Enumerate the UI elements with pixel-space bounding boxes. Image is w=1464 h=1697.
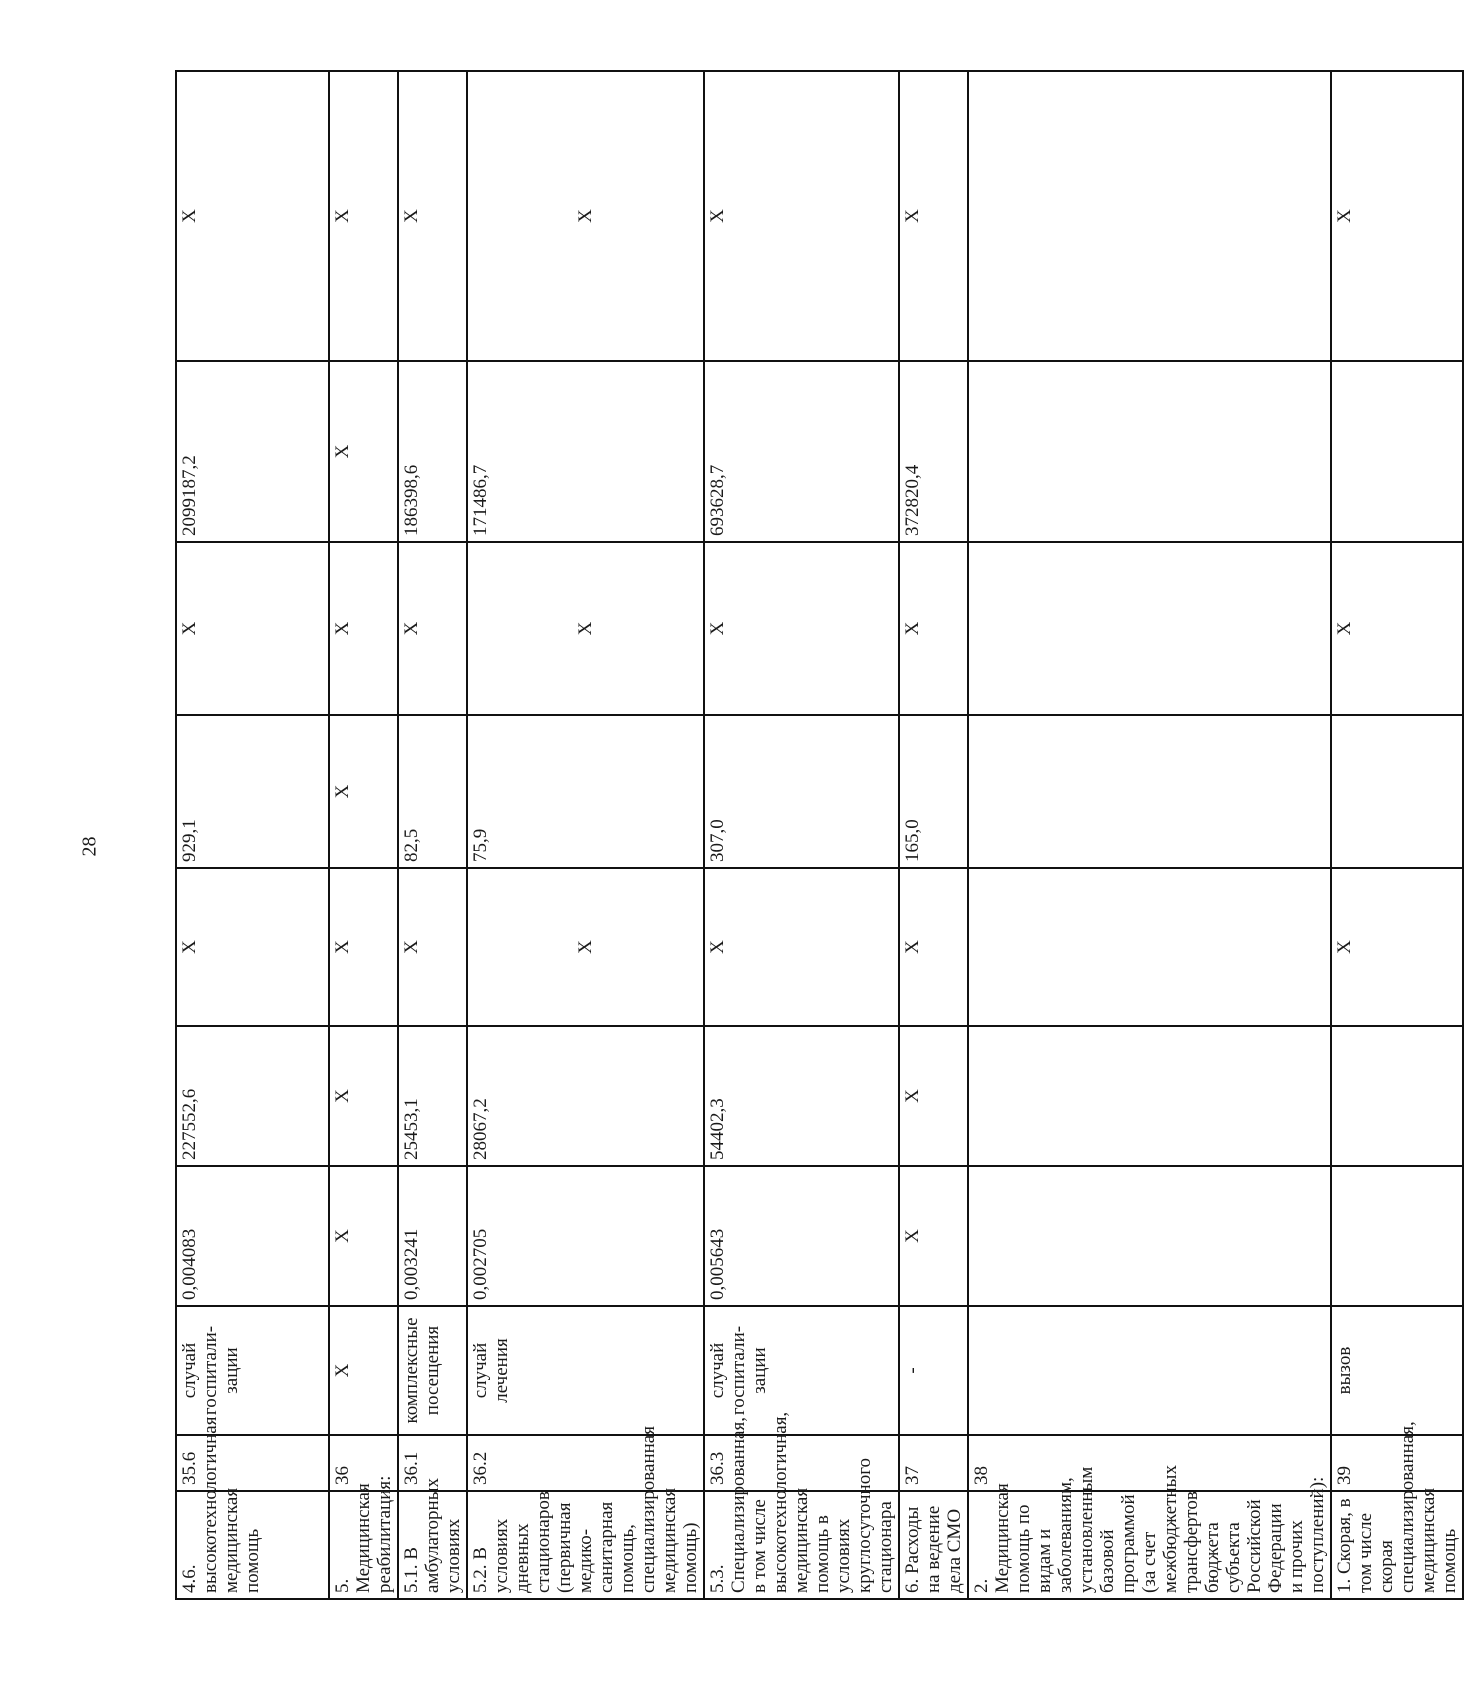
- row-name: 5.3. Специализированная, в том числе высокотехнологичная, медицинская помощь в условиях круглосуточного стационара: [704, 1491, 899, 1599]
- row-col-5: Х: [899, 542, 968, 715]
- row-unit: комплексные посещения: [398, 1306, 467, 1435]
- row-col-6: 693628,7: [704, 361, 899, 542]
- row-col-4: Х: [329, 715, 398, 868]
- row-col-1: 0,002705: [467, 1166, 704, 1306]
- row-name: 5.2. В условиях дневных стационаров (первичная медико-санитарная помощь, специализированная медицинская помощь): [467, 1491, 704, 1599]
- row-col-3: Х: [899, 868, 968, 1026]
- row-number: 35.6: [176, 1435, 329, 1491]
- row-col-1: [1331, 1166, 1463, 1306]
- row-col-3: Х: [329, 868, 398, 1026]
- row-unit: Х: [329, 1306, 398, 1435]
- row-col-4: [968, 715, 1331, 868]
- row-unit: случай лечения: [467, 1306, 704, 1435]
- table-row: [704, 71, 899, 1599]
- row-number: 36.1: [398, 1435, 467, 1491]
- row-unit: вызов: [1331, 1306, 1463, 1435]
- row-number: 36.3: [704, 1435, 899, 1491]
- row-col-3: Х: [398, 868, 467, 1026]
- row-unit: -: [899, 1306, 968, 1435]
- row-name: 5. Медицинская реабилитация:: [329, 1491, 398, 1599]
- row-col-1: [968, 1166, 1331, 1306]
- row-number: 38: [968, 1435, 1331, 1491]
- row-col-2: Х: [899, 1026, 968, 1166]
- row-col-6: 171486,7: [467, 361, 704, 542]
- row-col-1: Х: [329, 1166, 398, 1306]
- table-row: [467, 71, 704, 1599]
- row-col-3: Х: [704, 868, 899, 1026]
- table-row: [1331, 71, 1463, 1599]
- row-col-7: Х: [1331, 71, 1463, 361]
- row-col-1: 0,004083: [176, 1166, 329, 1306]
- row-col-7: Х: [329, 71, 398, 361]
- row-col-6: 2099187,2: [176, 361, 329, 542]
- row-col-4: 165,0: [899, 715, 968, 868]
- row-col-5: Х: [398, 542, 467, 715]
- table-row: [968, 71, 1331, 1599]
- row-number: 36.2: [467, 1435, 704, 1491]
- row-name: 6. Расходы на ведение дела СМО: [899, 1491, 968, 1599]
- table-row: [899, 71, 968, 1599]
- row-col-4: 75,9: [467, 715, 704, 868]
- row-col-1: Х: [899, 1166, 968, 1306]
- row-col-5: [968, 542, 1331, 715]
- row-col-7: Х: [899, 71, 968, 361]
- row-col-4: 929,1: [176, 715, 329, 868]
- row-col-2: 28067,2: [467, 1026, 704, 1166]
- row-col-4: [1331, 715, 1463, 868]
- row-col-7: Х: [704, 71, 899, 361]
- row-col-7: [968, 71, 1331, 361]
- row-col-2: 54402,3: [704, 1026, 899, 1166]
- row-col-5: Х: [704, 542, 899, 715]
- row-unit: случай госпитали-зации: [176, 1306, 329, 1435]
- row-col-6: Х: [329, 361, 398, 542]
- row-name: 4.6. высокотехнологичная медицинская помощь: [176, 1491, 329, 1599]
- row-col-7: Х: [467, 71, 704, 361]
- row-unit: [968, 1306, 1331, 1435]
- row-col-5: Х: [1331, 542, 1463, 715]
- row-col-7: Х: [176, 71, 329, 361]
- row-col-2: 25453,1: [398, 1026, 467, 1166]
- row-col-5: Х: [176, 542, 329, 715]
- row-col-2: 227552,6: [176, 1026, 329, 1166]
- budget-table: [175, 70, 1464, 1600]
- row-col-6: [1331, 361, 1463, 542]
- row-col-6: 372820,4: [899, 361, 968, 542]
- row-col-3: [968, 868, 1331, 1026]
- row-col-2: [1331, 1026, 1463, 1166]
- row-number: 36: [329, 1435, 398, 1491]
- row-col-2: Х: [329, 1026, 398, 1166]
- row-col-3: Х: [1331, 868, 1463, 1026]
- row-col-6: 186398,6: [398, 361, 467, 542]
- row-col-7: Х: [398, 71, 467, 361]
- row-col-3: Х: [467, 868, 704, 1026]
- row-col-3: Х: [176, 868, 329, 1026]
- row-name: 5.1. В амбулаторных условиях: [398, 1491, 467, 1599]
- row-name: 2. Медицинская помощь по видам и заболеваниям, установленным базовой программой (за счет межбюджетных трансфертов бюджета субъекта Российской Федерации и прочих поступлений):: [968, 1491, 1331, 1599]
- row-name: 1. Скорая, в том числе скорая специализированная, медицинская помощь: [1331, 1491, 1463, 1599]
- rotated-table-container: [175, 72, 1460, 1600]
- row-col-2: [968, 1026, 1331, 1166]
- row-col-5: Х: [329, 542, 398, 715]
- row-col-5: Х: [467, 542, 704, 715]
- row-unit: случай госпитали-зации: [704, 1306, 899, 1435]
- table-row: [176, 71, 329, 1599]
- row-col-4: 82,5: [398, 715, 467, 868]
- page-number: 28: [78, 836, 101, 857]
- row-number: 39: [1331, 1435, 1463, 1491]
- row-col-1: 0,003241: [398, 1166, 467, 1306]
- table-row: [329, 71, 398, 1599]
- row-col-4: 307,0: [704, 715, 899, 868]
- table-row: [398, 71, 467, 1599]
- row-col-1: 0,005643: [704, 1166, 899, 1306]
- row-col-6: [968, 361, 1331, 542]
- row-number: 37: [899, 1435, 968, 1491]
